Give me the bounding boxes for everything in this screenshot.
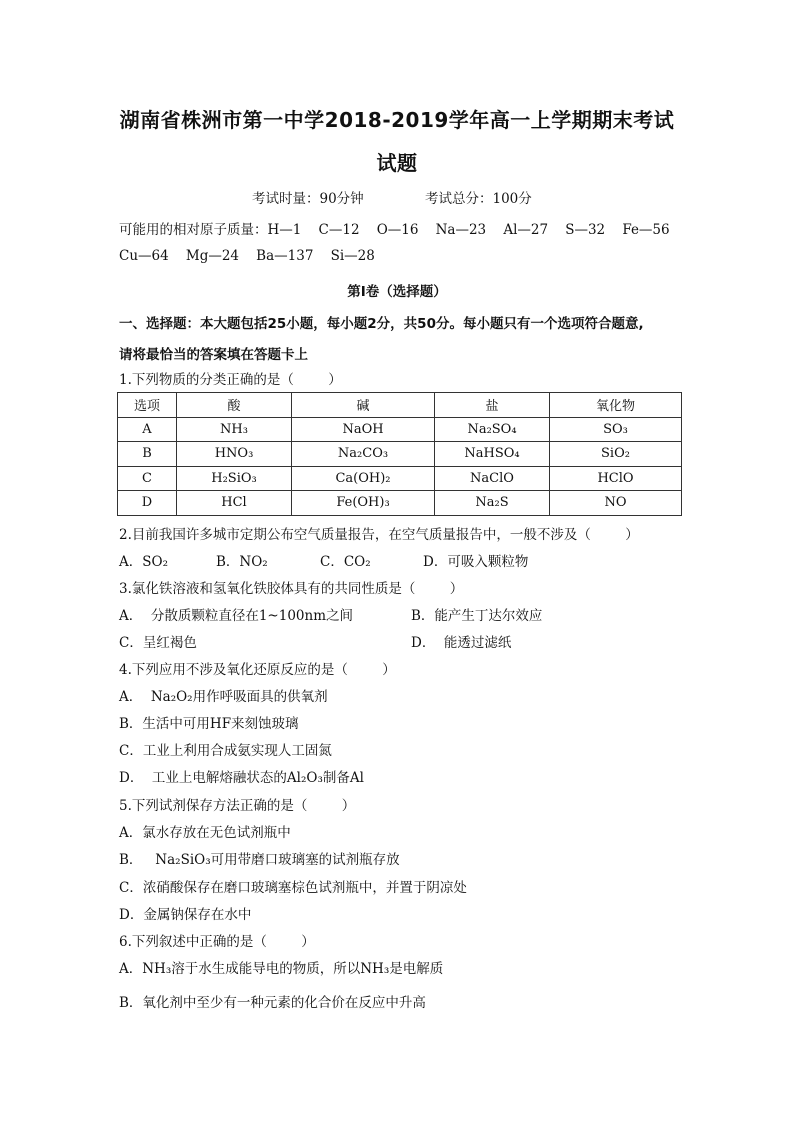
table-header: 酸 (177, 393, 292, 418)
table-cell: B (118, 442, 177, 467)
q4-option-d: D． 工业上电解熔融状态的Al₂O₃制备Al (119, 770, 364, 786)
q3-option-b: B．能产生丁达尔效应 (411, 608, 543, 624)
table-cell: HCl (177, 491, 292, 516)
table-row (118, 466, 682, 491)
table-cell: SiO₂ (550, 442, 682, 467)
exam-score: 考试总分：100分 (425, 191, 532, 207)
q1-stem: 1.下列物质的分类正确的是（ ） (119, 372, 342, 388)
table-cell: C (118, 466, 177, 491)
q4-option-b: B．生活中可用HF来刻蚀玻璃 (119, 716, 299, 732)
section-intro-line1: 一、选择题：本大题包括25小题，每小题2分，共50分。每小题只有一个选项符合题意, (119, 316, 644, 332)
table-header: 氧化物 (550, 393, 682, 418)
table-cell: H₂SiO₃ (177, 466, 292, 491)
q5-option-c: C．浓硝酸保存在磨口玻璃塞棕色试剂瓶中，并置于阴凉处 (119, 880, 467, 896)
table-cell: Na₂CO₃ (292, 442, 435, 467)
table-cell: NaClO (435, 466, 550, 491)
table-header: 盐 (435, 393, 550, 418)
q2-option-c: C．CO₂ (320, 554, 371, 570)
q5-stem: 5.下列试剂保存方法正确的是（ ） (119, 798, 356, 814)
table-cell: D (118, 491, 177, 516)
section-intro-line2: 请将最恰当的答案填在答题卡上 (119, 347, 308, 363)
table-cell: Na₂S (435, 491, 550, 516)
doc-title-line1: 湖南省株洲市第一中学2018-2019学年高一上学期期末考试 (119, 108, 675, 132)
table-cell: Fe(OH)₃ (292, 491, 435, 516)
q6-option-b: B．氧化剂中至少有一种元素的化合价在反应中升高 (119, 995, 426, 1011)
q2-option-b: B．NO₂ (216, 554, 268, 570)
table-cell: NaOH (292, 417, 435, 442)
q5-option-d: D．金属钠保存在水中 (119, 907, 252, 923)
exam-time: 考试时量：90分钟 (252, 191, 364, 207)
table-cell: Na₂SO₄ (435, 417, 550, 442)
table-cell: Ca(OH)₂ (292, 466, 435, 491)
table-row (118, 442, 682, 467)
table-header: 选项 (118, 393, 177, 418)
table-cell: HNO₃ (177, 442, 292, 467)
q3-stem: 3.氯化铁溶液和氢氧化铁胶体具有的共同性质是（ ） (119, 581, 464, 597)
q6-option-a: A．NH₃溶于水生成能导电的物质，所以NH₃是电解质 (119, 961, 444, 977)
atomic-mass-line2: Cu—64 Mg—24 Ba—137 Si—28 (119, 248, 375, 264)
doc-title-line2: 试题 (376, 151, 418, 175)
table-cell: HClO (550, 466, 682, 491)
table-cell: SO₃ (550, 417, 682, 442)
q1-table (117, 392, 682, 516)
q5-option-b: B． Na₂SiO₃可用带磨口玻璃塞的试剂瓶存放 (119, 852, 400, 868)
table-cell: A (118, 417, 177, 442)
q3-option-d: D． 能透过滤纸 (411, 635, 512, 651)
table-row (118, 491, 682, 516)
atomic-mass-line1: 可能用的相对原子质量：H—1 C—12 O—16 Na—23 Al—27 S—32 Fe—56 (119, 222, 670, 238)
table-header: 碱 (292, 393, 435, 418)
table-row (118, 417, 682, 442)
table-header-row (118, 393, 682, 418)
table-cell: NH₃ (177, 417, 292, 442)
q4-option-a: A． Na₂O₂用作呼吸面具的供氧剂 (119, 689, 328, 705)
q2-option-d: D．可吸入颗粒物 (423, 554, 529, 570)
table-cell: NO (550, 491, 682, 516)
q2-option-a: A．SO₂ (119, 554, 168, 570)
table-cell: NaHSO₄ (435, 442, 550, 467)
section-title: 第Ⅰ卷（选择题） (347, 284, 447, 300)
q4-option-c: C．工业上利用合成氨实现人工固氮 (119, 743, 332, 759)
q5-option-a: A．氯水存放在无色试剂瓶中 (119, 825, 291, 841)
q6-stem: 6.下列叙述中正确的是（ ） (119, 934, 315, 950)
q3-option-a: A． 分散质颗粒直径在1~100nm之间 (119, 608, 353, 624)
q4-stem: 4.下列应用不涉及氧化还原反应的是（ ） (119, 662, 396, 678)
q2-stem: 2.目前我国许多城市定期公布空气质量报告，在空气质量报告中，一般不涉及（ ） (119, 527, 639, 543)
q3-option-c: C．呈红褐色 (119, 635, 197, 651)
